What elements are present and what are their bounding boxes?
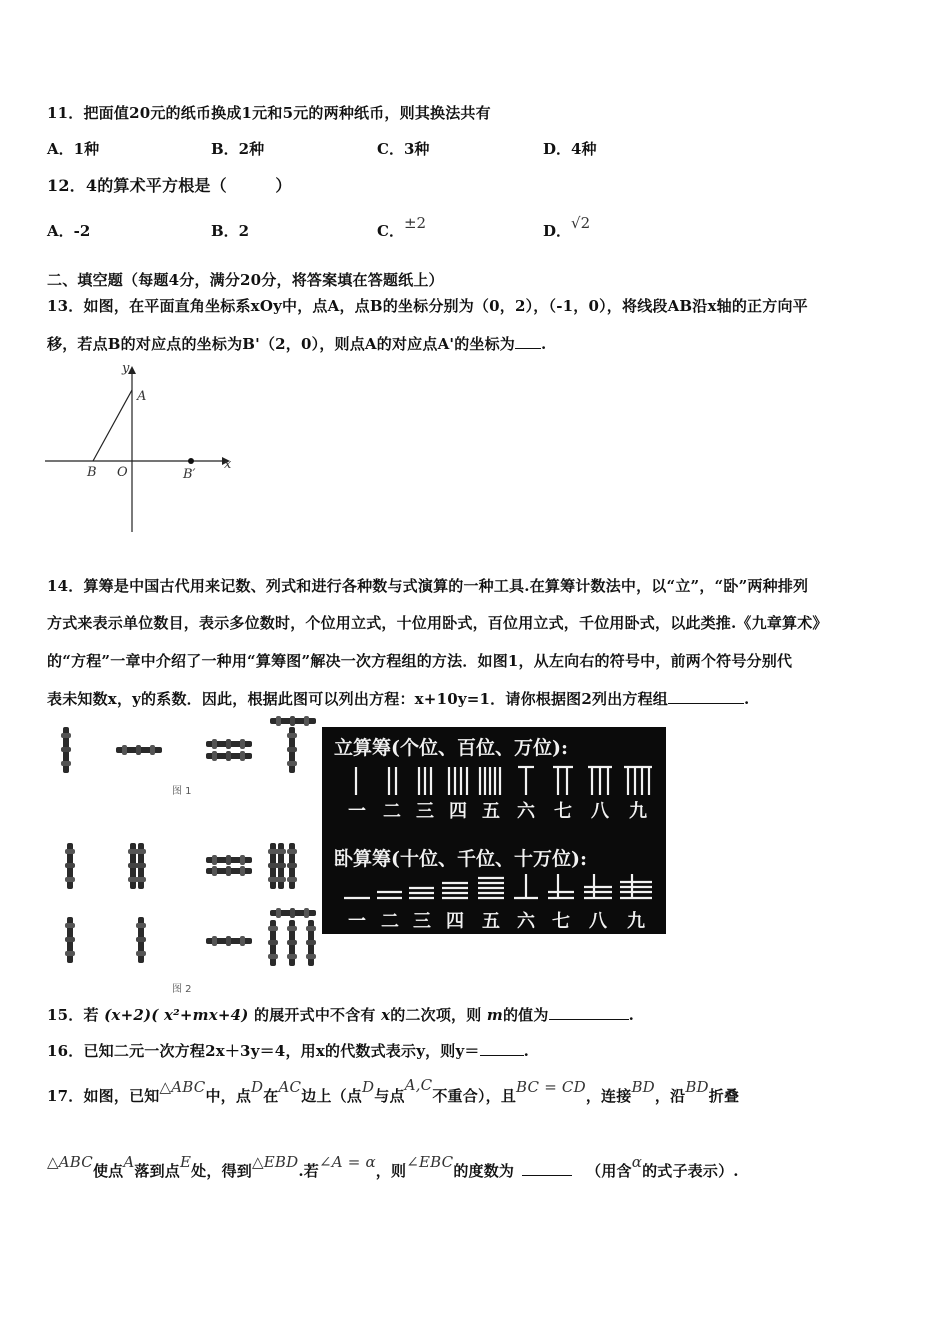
q17-line1 (47, 1076, 740, 1106)
q15-var-m: m (486, 1006, 503, 1024)
q17-r2: 落到点 (134, 1162, 181, 1180)
q15-end: . (628, 1006, 634, 1024)
section-title: 二、填空题（每题4分，满分20分，将答案填在答题纸上） (47, 271, 444, 289)
q16-answer-blank[interactable] (480, 1054, 524, 1056)
numeral-2-bottom: 二 (381, 911, 399, 932)
q17-p1: 17．如图，已知 (47, 1087, 160, 1105)
numeral-3-bottom: 三 (413, 911, 431, 932)
fig2-row1-rods (65, 843, 297, 889)
q17-p9: 折叠 (708, 1087, 740, 1105)
q12-option-d-math: √2 (571, 214, 591, 232)
numeral-7-bottom: 七 (552, 911, 570, 932)
q17-q4: △EBD (251, 1153, 299, 1171)
q16-line (47, 1040, 529, 1061)
numeral-4-top: 四 (449, 801, 467, 822)
numeral-1-bottom: 一 (348, 911, 366, 932)
q17-answer-blank[interactable] (522, 1174, 572, 1176)
label-x: x (224, 457, 232, 472)
q12-option-c-label: C． (377, 222, 404, 240)
q17-p2: 中，点 (205, 1087, 252, 1105)
numeral-6-top: 六 (517, 801, 535, 822)
q17-p7: ，连接 (585, 1087, 632, 1105)
numeral-6-bottom: 六 (517, 911, 535, 932)
counting-rod-figures (40, 715, 325, 985)
q13-line1: 13．如图，在平面直角坐标系xOy中，点A，点B的坐标分别为（0，2），（-1，0），将线段AB沿x轴的正方向平 (47, 297, 808, 315)
q17-m3: AC (278, 1078, 302, 1096)
label-b-prime: B′ (183, 467, 196, 482)
q17-q2: A (123, 1153, 135, 1171)
q17-p5: 与点 (374, 1087, 405, 1105)
fig2-row2-rods (65, 908, 316, 966)
label-a: A (137, 389, 147, 404)
q17-q5: ∠A = α (318, 1153, 376, 1171)
q12-option-d-label: D． (543, 222, 572, 240)
fig1-caption: 图 1 (172, 786, 192, 797)
q12-option-c (377, 214, 427, 241)
numeral-2-top: 二 (383, 801, 401, 822)
q17-p8: ，沿 (654, 1087, 686, 1105)
q17-r6: 的度数为 (453, 1162, 515, 1180)
q17-r1: 使点 (92, 1162, 124, 1180)
q12-stem: 12．4的算术平方根是（ ） (47, 176, 292, 195)
q11-option-a: A．1种 (47, 140, 100, 158)
fig2-caption: 图 2 (172, 984, 192, 995)
label-b: B (87, 465, 97, 480)
q14-line3: 的“方程”一章中介绍了一种用“算筹图”解决一次方程组的方法．如图1，从左向右的符号中，前两个符号分别代 (47, 652, 793, 670)
q17-m1: △ABC (159, 1078, 206, 1096)
vertical-rods-title: 立算筹(个位、百位、万位): (334, 737, 568, 759)
numeral-9-top: 九 (629, 801, 647, 822)
numeral-4-bottom: 四 (446, 911, 464, 932)
q17-m4: D (362, 1078, 375, 1096)
q12-option-b: B．2 (211, 222, 250, 240)
q17-m5: A,C (404, 1076, 433, 1094)
q17-r3: 处，得到 (191, 1162, 252, 1180)
q17-q6: ∠EBC (406, 1153, 454, 1171)
q17-m2: D (251, 1078, 264, 1096)
q11-option-b: B．2种 (211, 140, 265, 158)
numeral-3-top: 三 (416, 801, 434, 822)
horizontal-rods-title: 卧算筹(十位、千位、十万位): (334, 848, 587, 870)
numeral-7-top: 七 (554, 801, 572, 822)
q15-prefix: 15．若 (47, 1006, 99, 1024)
q14-line4-text: 表未知数x，y的系数．因此，根据此图可以列出方程：x+10y=1．请你根据图2列出方程组 (47, 690, 669, 708)
q17-p3: 在 (263, 1087, 279, 1105)
horizontal-rod-numerals (322, 872, 666, 906)
fig1-rods (61, 716, 316, 773)
q15-expression: (x+2)( x²+mx+4) (104, 1006, 249, 1024)
numeral-8-bottom: 八 (589, 911, 607, 932)
q17-p4: 边上（点 (301, 1087, 363, 1105)
segment-ab (93, 390, 132, 461)
q13-line2 (47, 333, 546, 354)
rod-numeral-reference (322, 727, 666, 934)
label-o: O (117, 465, 128, 480)
label-y: y (122, 361, 130, 376)
q13-line2-text: 移，若点B的对应点的坐标为B'（2，0），则点A的对应点A'的坐标为 (47, 335, 515, 353)
q11-option-c: C．3种 (377, 140, 430, 158)
q13-coordinate-figure (40, 360, 240, 540)
q14-line1: 14．算筹是中国古代用来记数、列式和进行各种数与式演算的一种工具.在算筹计数法中，以“立”，“卧”两种排列 (47, 577, 809, 595)
q15-suffix2: 的值为 (502, 1006, 549, 1024)
q17-m7: BD (631, 1078, 655, 1096)
q17-m6: BC = CD (516, 1078, 586, 1096)
q17-m8: BD (685, 1078, 709, 1096)
q16-end: . (523, 1042, 530, 1060)
q14-line4 (47, 688, 749, 709)
q17-line2 (47, 1153, 739, 1181)
q17-p6: 不重合），且 (432, 1087, 517, 1105)
q14-line4-end: . (744, 690, 750, 708)
q11-stem: 11．把面值20元的纸币换成1元和5元的两种纸币，则其换法共有 (47, 104, 491, 122)
numeral-1-top: 一 (348, 801, 366, 822)
q16-text: 16．已知二元一次方程2x＋3y＝4，用x的代数式表示y，则y＝ (47, 1042, 480, 1060)
q15-line (47, 1004, 634, 1025)
q17-r5: ，则 (375, 1162, 407, 1180)
numeral-8-top: 八 (591, 801, 609, 822)
q17-q3: E (180, 1153, 192, 1171)
numeral-5-top: 五 (482, 801, 500, 822)
q14-line2: 方式来表示单位数目，表示多位数时，个位用立式，十位用卧式，百位用立式，千位用卧式，以此类推.《九章算术》 (47, 614, 828, 632)
q12-option-c-math: ±2 (403, 214, 427, 232)
q15-answer-blank[interactable] (549, 1018, 629, 1020)
q15-middle: 的展开式中不含有 (254, 1006, 376, 1024)
q11-option-d: D．4种 (543, 140, 597, 158)
q12-option-a: A．-2 (47, 222, 91, 240)
q17-q7: α (631, 1153, 643, 1171)
q17-r8: 的式子表示）. (642, 1162, 739, 1180)
numeral-5-bottom: 五 (482, 911, 500, 932)
q17-r7: （用含 (586, 1162, 632, 1180)
q13-line2-end: . (541, 335, 547, 353)
q14-answer-blank[interactable] (668, 702, 744, 704)
q15-var-x: x (381, 1006, 391, 1024)
q12-option-d (543, 214, 591, 241)
point-b-prime (188, 458, 194, 464)
q17-r4: .若 (298, 1162, 319, 1180)
q17-q1: △ABC (47, 1153, 93, 1171)
q13-answer-blank[interactable] (515, 347, 541, 349)
q15-suffix: 的二次项，则 (390, 1006, 482, 1024)
numeral-9-bottom: 九 (627, 911, 645, 932)
